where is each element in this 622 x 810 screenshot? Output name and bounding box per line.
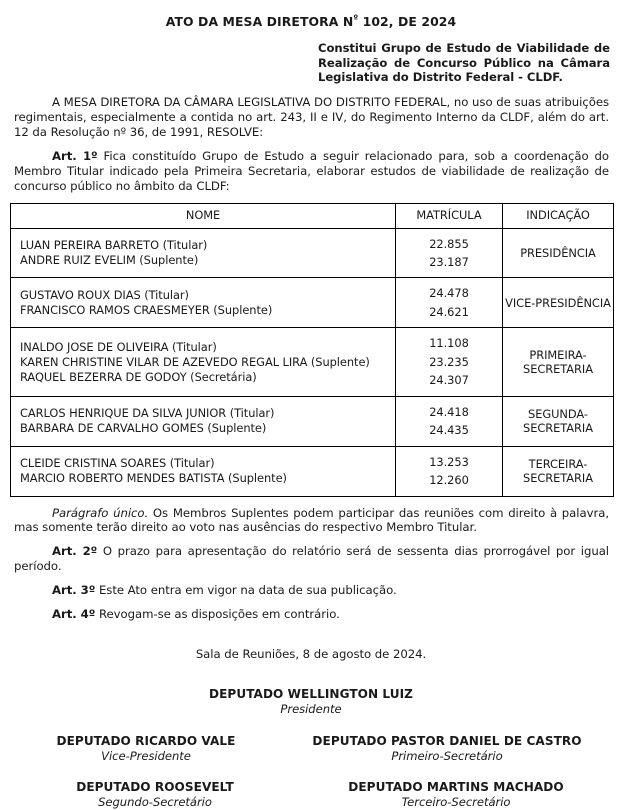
page-title (10, 12, 612, 30)
members-table (10, 203, 614, 497)
article-3-label: Art. 3º (52, 582, 96, 597)
page-title-suffix: 102, DE 2024 (358, 14, 457, 29)
indicacao-line: TERCEIRA- (528, 456, 588, 471)
document-page (0, 12, 622, 810)
cell-nome (11, 228, 396, 278)
member-matricula: 12.260 (429, 473, 469, 488)
member-name: CLEIDE CRISTINA SOARES (Titular) (20, 456, 215, 471)
indicacao-line: SEGUNDA- (528, 407, 588, 421)
table-row (11, 278, 614, 328)
indicacao-line: SECRETARIA (523, 362, 593, 377)
member-matricula: 24.478 (429, 286, 469, 301)
cell-indicacao (503, 328, 614, 396)
page-title-ordinal: º (353, 12, 359, 23)
article-3-text: Este Ato entra em vigor na data de sua publicação. (95, 582, 397, 597)
table-header-row (11, 203, 614, 228)
signature-role: Terceiro-Secretário (401, 795, 511, 810)
member-name: KAREN CHRISTINE VILAR DE AZEVEDO REGAL LIRA (Suplente) (20, 354, 370, 369)
member-matricula: 24.307 (429, 373, 469, 388)
table-row (11, 228, 614, 278)
member-name: LUAN PEREIRA BARRETO (Titular) (20, 237, 208, 252)
signature-name: DEPUTADO ROOSEVELT (76, 780, 234, 795)
indicacao-line: SECRETARIA (523, 421, 593, 436)
member-matricula: 11.108 (429, 336, 469, 351)
table-row (11, 446, 614, 496)
signature-first-secretary (282, 734, 612, 763)
signature-role: Vice-Presidente (101, 748, 191, 763)
cell-nome (11, 328, 396, 396)
signature-name: DEPUTADO WELLINGTON LUIZ (209, 687, 413, 702)
cell-matricula (396, 446, 503, 496)
cell-indicacao (503, 228, 614, 278)
paragrafo-unico-text: Os Membros Suplentes podem participar das reuniões com direito à palavra, mas somente terão direito ao voto nas ausências do respectivo Membro Titular. (14, 505, 609, 535)
signature-name: DEPUTADO PASTOR DANIEL DE CASTRO (312, 733, 582, 748)
cell-indicacao (503, 278, 614, 328)
member-matricula: 24.418 (429, 404, 469, 419)
members-table-body (11, 228, 614, 496)
cell-nome (11, 278, 396, 328)
cell-nome (11, 396, 396, 446)
article-4-label: Art. 4º (52, 606, 96, 621)
signature-vice-president (10, 734, 282, 763)
paragrafo-unico (14, 506, 609, 536)
cell-matricula (396, 328, 503, 396)
indicacao-line: PRESIDÊNCIA (520, 245, 596, 260)
cell-nome (11, 446, 396, 496)
signature-name: DEPUTADO RICARDO VALE (56, 733, 236, 748)
page-title-prefix: ATO DA MESA DIRETORA N (165, 14, 354, 29)
table-row (11, 328, 614, 396)
article-1-text: Fica constituído Grupo de Estudo a seguir relacionado para, sob a coordenação do Membro Titular indicado pela Primeira Secretaria, elaborar estudos de viabilidade de realização de concurso público no âmbito da CLDF: (14, 149, 609, 194)
member-name: MARCIO ROBERTO MENDES BATISTA (Suplente) (20, 471, 287, 486)
member-matricula: 13.253 (429, 454, 469, 469)
paragrafo-unico-label: Parágrafo único. (52, 505, 149, 520)
signature-role: Segundo-Secretário (98, 795, 212, 810)
column-header-nome: NOME (11, 203, 396, 228)
signature-third-secretary (300, 780, 612, 809)
member-name: INALDO JOSE DE OLIVEIRA (Titular) (20, 339, 217, 354)
member-matricula: 24.435 (429, 423, 469, 438)
article-1-label: Art. 1º (52, 149, 98, 164)
member-name: FRANCISCO RAMOS CRAESMEYER (Suplente) (20, 302, 273, 317)
member-matricula: 23.235 (429, 354, 469, 369)
signature-block (10, 687, 612, 809)
ementa-summary: Constitui Grupo de Estudo de Viabilidade de Realização de Concurso Público na Câmara Legislativa do Distrito Federal - CLDF. (318, 40, 610, 85)
article-4-paragraph (14, 607, 609, 622)
member-name: CARLOS HENRIQUE DA SILVA JUNIOR (Titular) (20, 406, 275, 421)
article-3-paragraph (14, 583, 609, 598)
cell-indicacao (503, 396, 614, 446)
column-header-matricula: MATRÍCULA (396, 203, 503, 228)
article-4-text: Revogam-se as disposições em contrário. (95, 606, 340, 621)
member-name: ANDRE RUIZ EVELIM (Suplente) (20, 252, 199, 267)
signature-second-secretary (10, 780, 300, 809)
cell-matricula (396, 278, 503, 328)
cell-matricula (396, 396, 503, 446)
cell-matricula (396, 228, 503, 278)
indicacao-line: PRIMEIRA- (529, 347, 587, 362)
member-matricula: 22.855 (429, 236, 469, 251)
indicacao-line: SECRETARIA (523, 471, 593, 486)
member-matricula: 23.187 (429, 254, 469, 269)
signature-role: Primeiro-Secretário (391, 748, 503, 763)
signature-row-2 (10, 780, 612, 809)
preamble-paragraph: A MESA DIRETORA DA CÂMARA LEGISLATIVA DO DISTRITO FEDERAL, no uso de suas atribuições regimentais, especialmente a contida no art. 243, II e IV, do Regimento Interno da CLDF, além do art. 12 da Resolução nº 36, de 1991, RESOLVE: (14, 95, 609, 139)
article-2-label: Art. 2º (52, 544, 98, 559)
member-name: GUSTAVO ROUX DIAS (Titular) (20, 287, 189, 302)
member-name: RAQUEL BEZERRA DE GODOY (Secretária) (20, 369, 257, 384)
signature-name: DEPUTADO MARTINS MACHADO (348, 780, 564, 795)
article-1-paragraph (14, 149, 609, 193)
signature-role: Presidente (280, 702, 342, 717)
local-and-date: Sala de Reuniões, 8 de agosto de 2024. (195, 647, 427, 662)
article-2-paragraph (14, 544, 609, 574)
column-header-indicacao: INDICAÇÃO (503, 203, 614, 228)
article-2-text: O prazo para apresentação do relatório será de sessenta dias prorrogável por igual período. (14, 544, 609, 574)
signature-president (10, 687, 612, 716)
signature-row-1 (10, 734, 612, 763)
member-name: BARBARA DE CARVALHO GOMES (Suplente) (20, 421, 267, 436)
indicacao-line: VICE-PRESIDÊNCIA (505, 295, 611, 310)
table-row (11, 396, 614, 446)
member-matricula: 24.621 (429, 304, 469, 319)
cell-indicacao (503, 446, 614, 496)
